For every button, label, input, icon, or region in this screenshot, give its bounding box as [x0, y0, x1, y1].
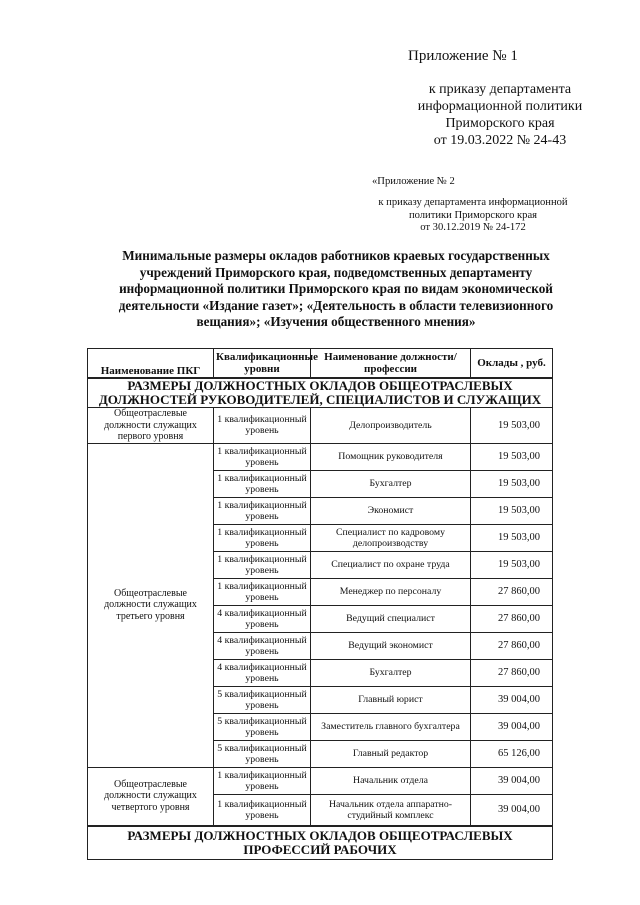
appendix-2-line: от 30.12.2019 № 24-172 [420, 222, 526, 233]
salary-value: 39 004,00 [471, 713, 553, 740]
appendix-2-line: политики Приморского края [408, 209, 538, 221]
salary-value: 19 503,00 [471, 470, 553, 497]
group-name: Общеотраслевые должности служащих четвертого уровня [88, 767, 214, 826]
qual-level: 1 квалификационный уровень [214, 767, 311, 794]
appendix-1-line: от 19.03.2022 № 24-43 [433, 133, 567, 148]
section-title: РАЗМЕРЫ ДОЛЖНОСТНЫХ ОКЛАДОВ ОБЩЕОТРАСЛЕВЫХ ДОЛЖНОСТЕЙ РУКОВОДИТЕЛЕЙ, СПЕЦИАЛИСТОВ И СЛУЖАЩИХ [88, 378, 553, 408]
heading-line: деятельности «Издание газет»; «Деятельность в области телевизионного [118, 297, 554, 313]
appendix-1-line: к приказу департамента [428, 82, 572, 97]
position-name: Начальник отдела аппаратно-студийный комплекс [311, 794, 471, 826]
salary-value: 19 503,00 [471, 524, 553, 551]
group-name: Общеотраслевые должности служащих первого уровня [88, 408, 214, 444]
heading-line: учреждений Приморского края, подведомственных департаменту [139, 264, 533, 280]
qual-level: 5 квалификационный уровень [214, 686, 311, 713]
position-name: Бухгалтер [311, 659, 471, 686]
qual-level: 1 квалификационный уровень [214, 578, 311, 605]
salary-value: 27 860,00 [471, 659, 553, 686]
heading-line: Минимальные размеры окладов работников краевых государственных [122, 248, 550, 263]
salary-value: 19 503,00 [471, 408, 553, 444]
salary-value: 19 503,00 [471, 443, 553, 470]
table-header-row [88, 349, 553, 379]
position-name: Главный юрист [311, 686, 471, 713]
position-name: Менеджер по персоналу [311, 578, 471, 605]
qual-level: 1 квалификационный уровень [214, 408, 311, 444]
position-name: Начальник отдела [311, 767, 471, 794]
qual-level: 4 квалификационный уровень [214, 632, 311, 659]
qual-level: 1 квалификационный уровень [214, 551, 311, 578]
table-row [88, 408, 553, 444]
salary-value: 39 004,00 [471, 767, 553, 794]
salary-value: 27 860,00 [471, 578, 553, 605]
appendix-1-line: Приморского края [445, 116, 555, 131]
appendix-1-title: Приложение № 1 [408, 48, 518, 64]
header-pkg: Наименование ПКГ [88, 349, 214, 379]
qual-level: 1 квалификационный уровень [214, 524, 311, 551]
salary-value: 27 860,00 [471, 605, 553, 632]
header-position: Наименование должности/профессии [311, 349, 471, 379]
appendix-2-block [358, 176, 588, 235]
qual-level: 1 квалификационный уровень [214, 794, 311, 826]
position-name: Делопроизводитель [311, 408, 471, 444]
heading-line: вещания»; «Изучения общественного мнения» [196, 314, 476, 329]
salary-value: 65 126,00 [471, 740, 553, 767]
salary-value: 19 503,00 [471, 551, 553, 578]
position-name: Специалист по кадровому делопроизводству [311, 524, 471, 551]
qual-level: 5 квалификационный уровень [214, 713, 311, 740]
table-row [88, 767, 553, 794]
position-name: Ведущий специалист [311, 605, 471, 632]
qual-level: 1 квалификационный уровень [214, 443, 311, 470]
position-name: Помощник руководителя [311, 443, 471, 470]
header-levels: Квалификационные уровни [214, 349, 311, 379]
qual-level: 1 квалификационный уровень [214, 497, 311, 524]
header-salary: Оклады , руб. [471, 349, 553, 379]
position-name: Бухгалтер [311, 470, 471, 497]
salary-value: 39 004,00 [471, 686, 553, 713]
position-name: Специалист по охране труда [311, 551, 471, 578]
qual-level: 4 квалификационный уровень [214, 659, 311, 686]
qual-level: 5 квалификационный уровень [214, 740, 311, 767]
appendix-2-line: к приказу департамента информационной [378, 197, 568, 208]
section-title: РАЗМЕРЫ ДОЛЖНОСТНЫХ ОКЛАДОВ ОБЩЕОТРАСЛЕВЫХ ПРОФЕССИЙ РАБОЧИХ [88, 826, 553, 860]
position-name: Экономист [311, 497, 471, 524]
position-name: Главный редактор [311, 740, 471, 767]
position-name: Заместитель главного бухгалтера [311, 713, 471, 740]
table-row [88, 443, 553, 470]
heading-line: информационной политики Приморского края по видам экономической [119, 281, 553, 296]
appendix-2-title: «Приложение № 2 [372, 176, 455, 187]
salary-value: 39 004,00 [471, 794, 553, 826]
qual-level: 4 квалификационный уровень [214, 605, 311, 632]
document-heading [110, 248, 562, 331]
salary-value: 27 860,00 [471, 632, 553, 659]
appendix-1-block [400, 48, 600, 149]
appendix-1-line: информационной политики [417, 99, 583, 114]
salary-table [87, 348, 553, 860]
salary-value: 19 503,00 [471, 497, 553, 524]
group-name: Общеотраслевые должности служащих третьего уровня [88, 443, 214, 767]
position-name: Ведущий экономист [311, 632, 471, 659]
qual-level: 1 квалификационный уровень [214, 470, 311, 497]
